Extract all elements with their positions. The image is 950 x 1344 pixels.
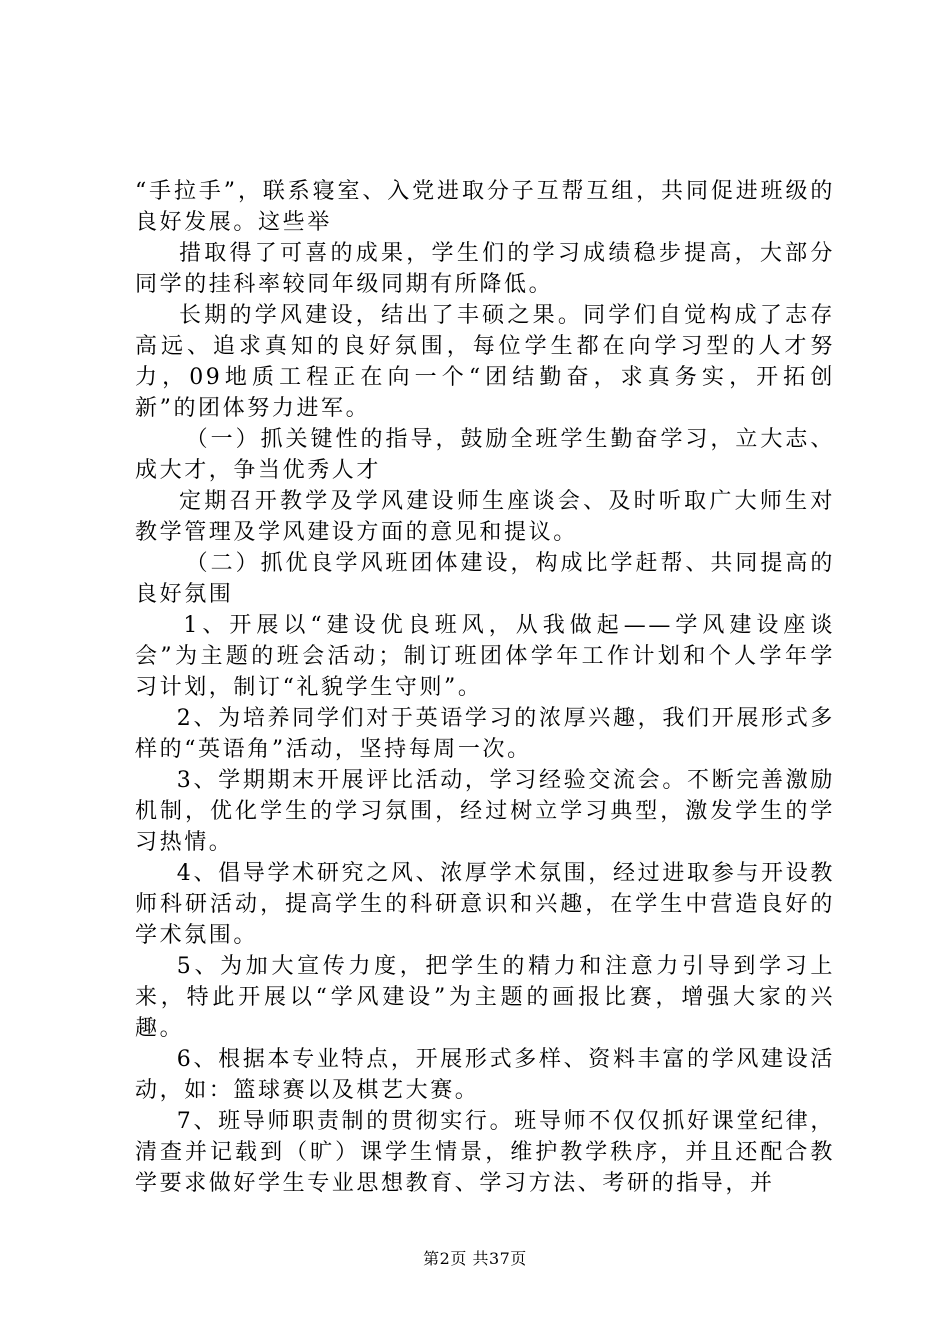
list-item-7: 7、班导师职责制的贯彻实行。班导师不仅仅抓好课堂纪律，清查并记载到（旷）课学生情景，维护教学秩序，并且还配合教学要求做好学生专业思想教育、学习方法、考研的指导，并 — [135, 1109, 835, 1196]
paragraph-3: 长期的学风建设，结出了丰硕之果。同学们自觉构成了志存高远、追求真知的良好氛围，每位学生都在向学习型的人才努力，09地质工程正在向一个“团结勤奋，求真务实，开拓创新”的团体努力进军。 — [135, 303, 835, 421]
list-item-4: 4、倡导学术研究之风、浓厚学术氛围，经过进取参与开设教师科研活动，提高学生的科研意识和兴趣，在学生中营造良好的学术氛围。 — [135, 861, 835, 948]
document-body — [135, 176, 835, 1199]
section-heading-1: （一）抓关键性的指导，鼓励全班学生勤奋学习，立大志、成大才，争当优秀人才 — [135, 427, 835, 483]
list-item-3: 3、学期期末开展评比活动，学习经验交流会。不断完善激励机制，优化学生的学习氛围，经过树立学习典型，激发学生的学习热情。 — [135, 768, 835, 855]
paragraph-4: 定期召开教学及学风建设师生座谈会、及时听取广大师生对教学管理及学风建设方面的意见和提议。 — [135, 489, 835, 545]
list-item-2: 2、为培养同学们对于英语学习的浓厚兴趣，我们开展形式多样的“英语角”活动，坚持每周一次。 — [135, 706, 835, 762]
list-item-1: 1、开展以“建设优良班风，从我做起——学风建设座谈会”为主题的班会活动；制订班团体学年工作计划和个人学年学习计划，制订“礼貌学生守则”。 — [135, 613, 835, 700]
paragraph-1: “手拉手”，联系寝室、入党进取分子互帮互组，共同促进班级的良好发展。这些举 — [135, 179, 835, 235]
section-heading-2: （二）抓优良学风班团体建设，构成比学赶帮、共同提高的良好氛围 — [135, 551, 835, 607]
list-item-6: 6、根据本专业特点，开展形式多样、资料丰富的学风建设活动，如：篮球赛以及棋艺大赛。 — [135, 1047, 835, 1103]
page-footer: 第2页 共37页 — [423, 1249, 527, 1268]
paragraph-2: 措取得了可喜的成果，学生们的学习成绩稳步提高，大部分同学的挂科率较同年级同期有所降低。 — [135, 241, 835, 297]
list-item-5: 5、为加大宣传力度，把学生的精力和注意力引导到学习上来，特此开展以“学风建设”为主题的画报比赛，增强大家的兴趣。 — [135, 954, 835, 1041]
